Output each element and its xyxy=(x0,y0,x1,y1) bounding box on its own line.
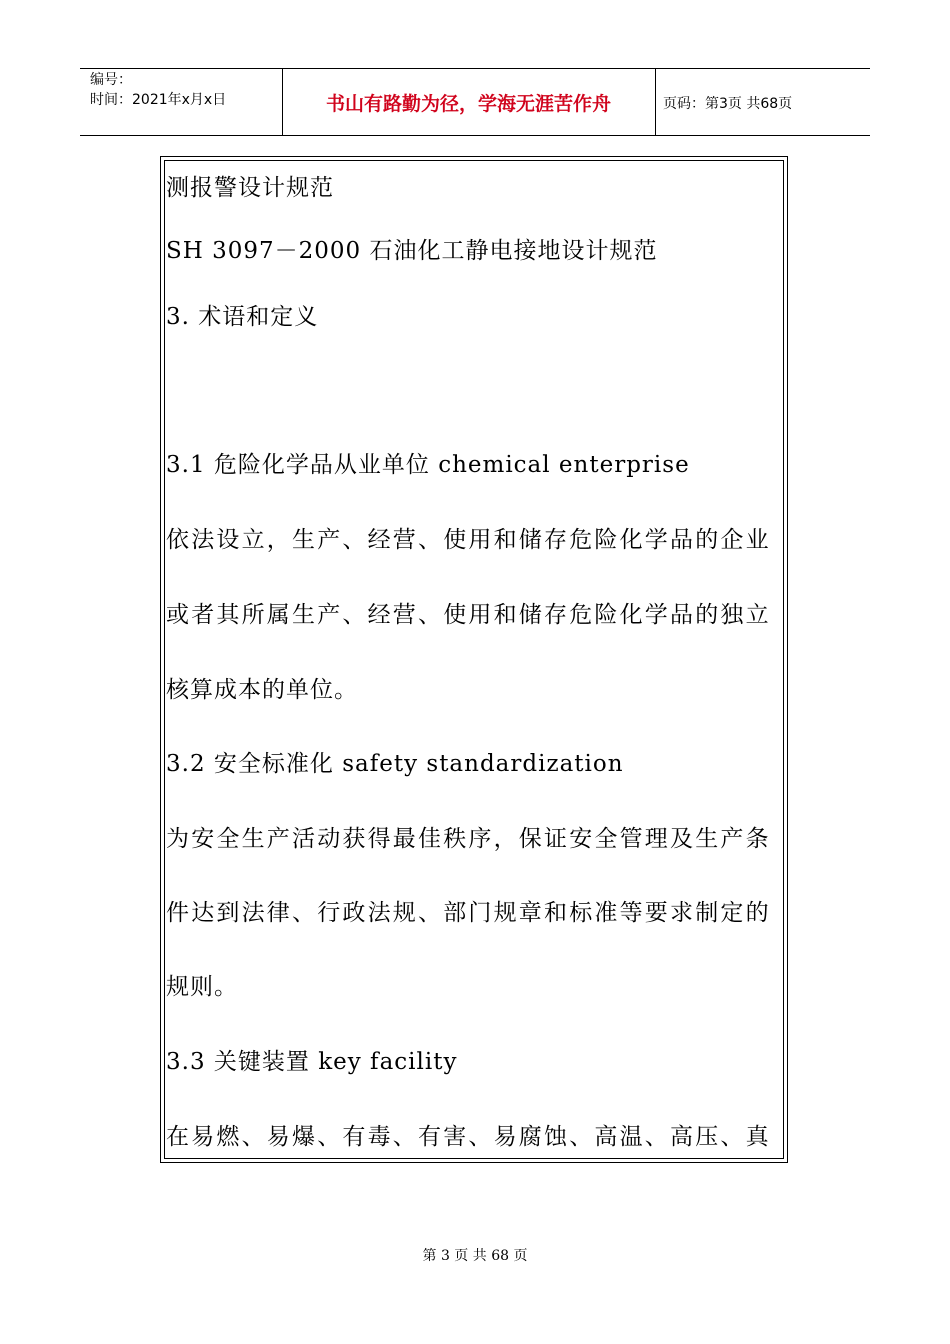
header-page-info: 页码：第3页 共68页 xyxy=(663,95,793,112)
section-heading: 3. 术语和定义 xyxy=(166,304,319,330)
text-line: 规则。 xyxy=(166,974,238,1000)
text-line: 为安全生产活动获得最佳秩序，保证安全管理及生产条 xyxy=(166,826,771,852)
header-bottom-rule xyxy=(80,135,870,136)
text-line: 在易燃、易爆、有毒、有害、易腐蚀、高温、高压、真 xyxy=(166,1124,771,1150)
header-divider-right xyxy=(655,68,656,135)
text-line: 或者其所属生产、经营、使用和储存危险化学品的独立 xyxy=(166,602,771,628)
term-heading: 3.2 安全标准化 safety standardization xyxy=(166,751,624,777)
page-footer: 第 3 页 共 68 页 xyxy=(422,1248,528,1264)
header-meta xyxy=(90,70,226,110)
term-heading: 3.3 关键装置 key facility xyxy=(166,1049,458,1075)
text-line: 测报警设计规范 xyxy=(166,175,334,201)
header-motto: 书山有路勤为径，学海无涯苦作舟 xyxy=(325,93,611,115)
text-line: SH 3097－2000 石油化工静电接地设计规范 xyxy=(166,238,658,264)
document-date: 时间：2021年x月x日 xyxy=(90,92,227,108)
text-line: 件达到法律、行政法规、部门规章和标准等要求制定的 xyxy=(166,900,771,926)
document-number-label: 编号： xyxy=(90,72,132,88)
text-line: 核算成本的单位。 xyxy=(166,677,358,703)
text-line: 依法设立，生产、经营、使用和储存危险化学品的企业 xyxy=(166,527,771,553)
term-heading: 3.1 危险化学品从业单位 chemical enterprise xyxy=(166,452,690,478)
